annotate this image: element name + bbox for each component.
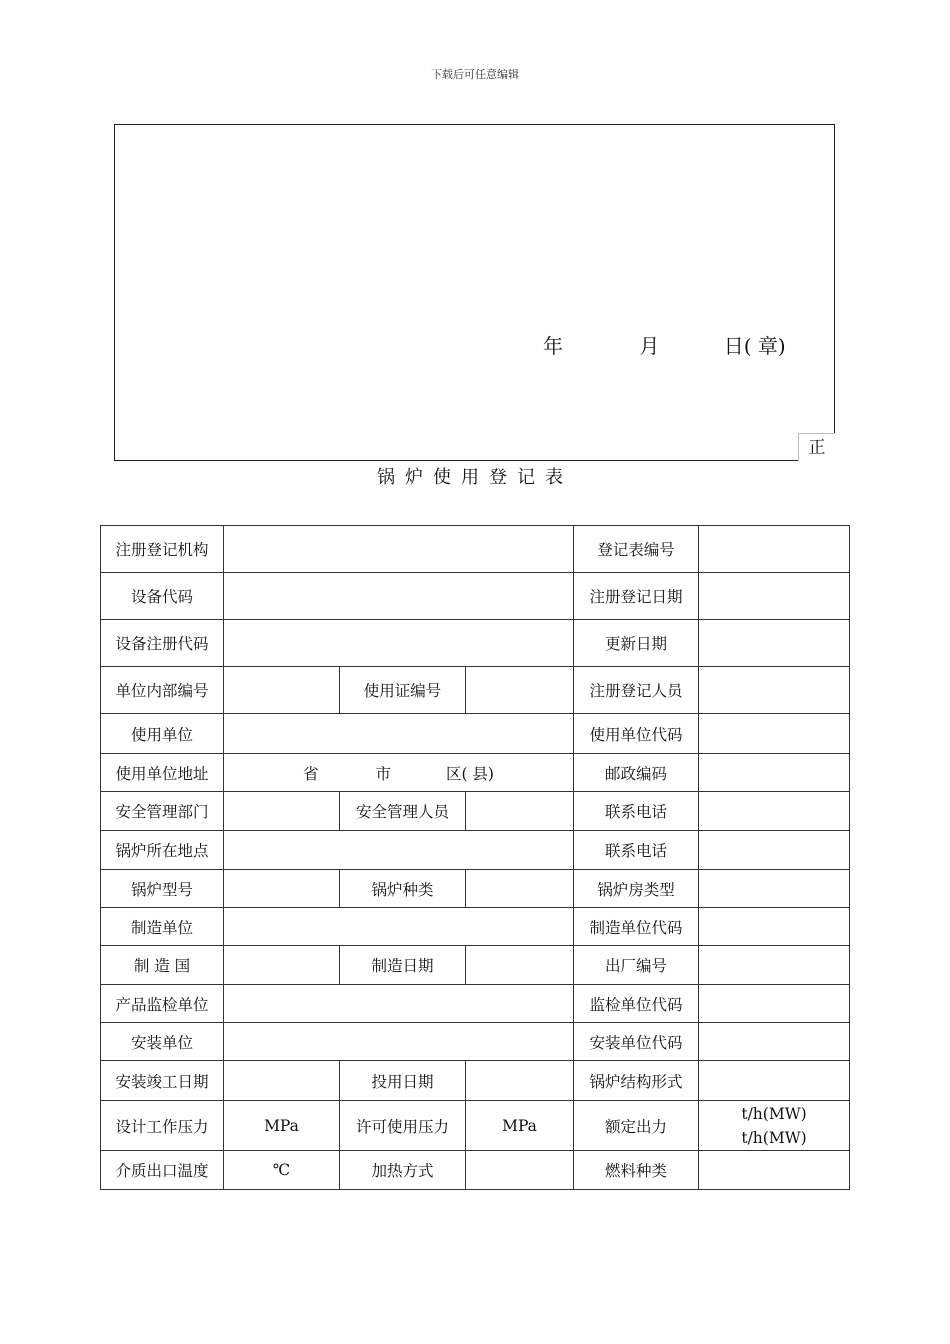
cell-label: 制造日期 xyxy=(340,946,466,985)
year-label: 年 xyxy=(543,334,563,358)
outlet-temp-unit[interactable]: ℃ xyxy=(224,1151,340,1190)
table-row xyxy=(101,1101,850,1151)
cell-label: 制造单位 xyxy=(101,908,224,946)
value-cell[interactable] xyxy=(699,792,850,831)
month-label: 月 xyxy=(639,334,660,358)
rated-output-cell[interactable] xyxy=(699,1101,850,1151)
cell-label: 注册登记日期 xyxy=(574,573,699,620)
cell-label: 安装竣工日期 xyxy=(101,1061,224,1101)
value-cell[interactable] xyxy=(699,870,850,908)
cell-label: 锅炉结构形式 xyxy=(574,1061,699,1101)
cell-label: 锅炉种类 xyxy=(340,870,466,908)
table-row xyxy=(101,620,850,667)
value-cell[interactable] xyxy=(224,1023,574,1061)
allowed-pressure-unit[interactable]: MPa xyxy=(466,1101,574,1151)
copy-tag: 正 xyxy=(798,433,835,461)
table-row xyxy=(101,870,850,908)
rated-output-unit-b: t/h(MW) xyxy=(741,1128,807,1147)
cell-label: 设备代码 xyxy=(101,573,224,620)
cell-label: 设计工作压力 xyxy=(101,1101,224,1151)
table-row xyxy=(101,946,850,985)
registration-table xyxy=(100,525,850,1190)
value-cell[interactable] xyxy=(224,792,340,831)
value-cell[interactable] xyxy=(224,667,340,714)
table-row xyxy=(101,1023,850,1061)
cell-label: 介质出口温度 xyxy=(101,1151,224,1190)
seal-box xyxy=(114,124,835,461)
value-cell[interactable] xyxy=(699,946,850,985)
cell-label: 燃料种类 xyxy=(574,1151,699,1190)
city-label: 市 xyxy=(375,764,392,783)
cell-label: 出厂编号 xyxy=(574,946,699,985)
day-label: 日 xyxy=(723,334,744,358)
cell-label: 使用单位代码 xyxy=(574,714,699,754)
address-cell[interactable] xyxy=(224,754,574,792)
cell-label: 制 造 国 xyxy=(101,946,224,985)
value-cell[interactable] xyxy=(699,754,850,792)
cell-label: 联系电话 xyxy=(574,831,699,870)
cell-label: 安全管理部门 xyxy=(101,792,224,831)
value-cell[interactable] xyxy=(699,1023,850,1061)
value-cell[interactable] xyxy=(466,946,574,985)
table-row xyxy=(101,792,850,831)
value-cell[interactable] xyxy=(699,667,850,714)
cell-label: 使用单位 xyxy=(101,714,224,754)
value-cell[interactable] xyxy=(224,870,340,908)
cell-label: 锅炉所在地点 xyxy=(101,831,224,870)
table-row xyxy=(101,667,850,714)
value-cell[interactable] xyxy=(224,526,574,573)
table-row xyxy=(101,573,850,620)
value-cell[interactable] xyxy=(699,620,850,667)
page-header-note: 下载后可任意编辑 xyxy=(431,68,519,81)
district-label: 区( 县) xyxy=(445,764,494,783)
value-cell[interactable] xyxy=(466,1061,574,1101)
value-cell[interactable] xyxy=(699,908,850,946)
cell-label: 锅炉房类型 xyxy=(574,870,699,908)
table-row xyxy=(101,526,850,573)
date-seal-line xyxy=(543,330,786,359)
value-cell[interactable] xyxy=(224,573,574,620)
province-label: 省 xyxy=(303,764,319,783)
cell-label: 许可使用压力 xyxy=(340,1101,466,1151)
cell-label: 锅炉型号 xyxy=(101,870,224,908)
value-cell[interactable] xyxy=(699,831,850,870)
value-cell[interactable] xyxy=(699,1061,850,1101)
value-cell[interactable] xyxy=(224,620,574,667)
value-cell[interactable] xyxy=(699,526,850,573)
value-cell[interactable] xyxy=(224,908,574,946)
table-row xyxy=(101,714,850,754)
form-title: 锅炉使用登记表 xyxy=(377,467,573,488)
value-cell[interactable] xyxy=(224,985,574,1023)
value-cell[interactable] xyxy=(224,831,574,870)
value-cell[interactable] xyxy=(466,667,574,714)
value-cell[interactable] xyxy=(224,946,340,985)
cell-label: 加热方式 xyxy=(340,1151,466,1190)
cell-label: 安装单位代码 xyxy=(574,1023,699,1061)
cell-label: 联系电话 xyxy=(574,792,699,831)
value-cell[interactable] xyxy=(466,792,574,831)
cell-label: 邮政编码 xyxy=(574,754,699,792)
cell-label: 注册登记机构 xyxy=(101,526,224,573)
cell-label: 制造单位代码 xyxy=(574,908,699,946)
cell-label: 使用证编号 xyxy=(340,667,466,714)
value-cell[interactable] xyxy=(699,1151,850,1190)
table-row xyxy=(101,831,850,870)
rated-output-unit-a: t/h(MW) xyxy=(741,1104,807,1123)
value-cell[interactable] xyxy=(699,573,850,620)
cell-label: 安全管理人员 xyxy=(340,792,466,831)
value-cell[interactable] xyxy=(224,1061,340,1101)
design-pressure-unit[interactable]: MPa xyxy=(224,1101,340,1151)
cell-label: 产品监检单位 xyxy=(101,985,224,1023)
seal-label: ( 章) xyxy=(743,334,786,358)
cell-label: 额定出力 xyxy=(574,1101,699,1151)
cell-label: 监检单位代码 xyxy=(574,985,699,1023)
value-cell[interactable] xyxy=(466,1151,574,1190)
table-row xyxy=(101,1061,850,1101)
table-row xyxy=(101,985,850,1023)
cell-label: 使用单位地址 xyxy=(101,754,224,792)
cell-label: 单位内部编号 xyxy=(101,667,224,714)
value-cell[interactable] xyxy=(224,714,574,754)
cell-label: 登记表编号 xyxy=(574,526,699,573)
table-row xyxy=(101,1151,850,1190)
table-row xyxy=(101,908,850,946)
cell-label: 更新日期 xyxy=(574,620,699,667)
value-cell[interactable] xyxy=(699,985,850,1023)
cell-label: 安装单位 xyxy=(101,1023,224,1061)
value-cell[interactable] xyxy=(699,714,850,754)
cell-label: 设备注册代码 xyxy=(101,620,224,667)
value-cell[interactable] xyxy=(466,870,574,908)
cell-label: 投用日期 xyxy=(340,1061,466,1101)
table-row xyxy=(101,754,850,792)
cell-label: 注册登记人员 xyxy=(574,667,699,714)
